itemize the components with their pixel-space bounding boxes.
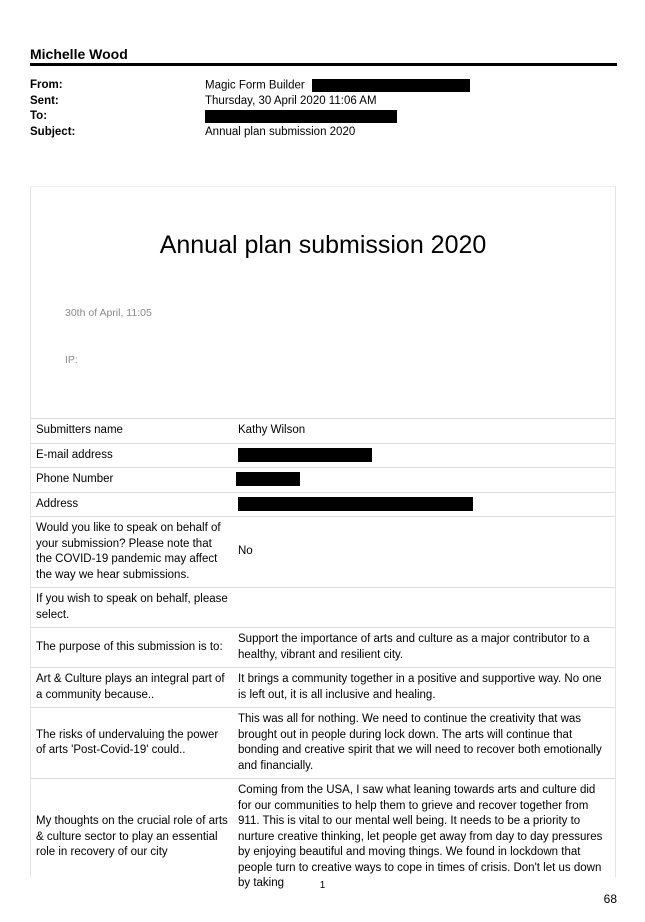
subject-row (30, 126, 617, 142)
answer-cell: Coming from the USA, I saw what leaning towards arts and culture did for our communities to help them to grieve and recover together from 911. This is vital to our mental well being. It needs to be a priority to nurture creative thinking, let people get away from day to day pressures by enjoying beautiful and moving things. We found in lockdown that people turn to creative ways to cope in times of crisis. Don't let us down by taking (233, 779, 615, 896)
table-row (31, 419, 615, 444)
answer-cell (233, 588, 615, 628)
sent-label: Sent: (30, 94, 59, 107)
page-number: 1 (319, 880, 326, 891)
email-header (30, 79, 617, 141)
to-row (30, 110, 617, 126)
form-title: Annual plan submission 2020 (159, 231, 487, 259)
question-cell: The risks of undervaluing the power of arts 'Post-Covid-19' could.. (31, 708, 233, 779)
question-cell: Submitters name (31, 419, 233, 444)
ip-label: IP: (65, 354, 78, 366)
header-rule (30, 63, 617, 66)
table-row (31, 779, 615, 896)
from-label: From: (30, 79, 63, 91)
sent-row (30, 95, 617, 111)
subject-value: Annual plan submission 2020 (205, 125, 356, 138)
answer-cell: No (233, 517, 615, 588)
sent-value: Thursday, 30 April 2020 11:06 AM (205, 94, 377, 107)
table-row (31, 492, 615, 517)
answer-cell: Support the importance of arts and culture as a major contributor to a healthy, vibrant and resilient city. (233, 628, 615, 668)
question-cell: E-mail address (31, 443, 233, 468)
question-cell: The purpose of this submission is to: (31, 628, 233, 668)
question-cell: Address (31, 492, 233, 517)
redaction-bar (238, 448, 372, 462)
answer-cell: It brings a community together in a positive and supportive way. No one is left out, it is all inclusive and healing. (233, 668, 615, 708)
answer-cell (233, 468, 615, 493)
question-cell: Phone Number (31, 468, 233, 493)
from-row (30, 79, 617, 95)
question-cell: Art & Culture plays an integral part of a community because.. (31, 668, 233, 708)
to-value (205, 110, 397, 123)
table-row (31, 628, 615, 668)
table-row (31, 468, 615, 493)
to-label: To: (30, 110, 48, 122)
submission-date: 30th of April, 11:05 (65, 307, 152, 319)
table-row (31, 443, 615, 468)
redaction-bar (238, 497, 473, 511)
answer-cell (233, 443, 615, 468)
table-row (31, 588, 615, 628)
subject-label: Subject: (30, 125, 76, 138)
from-value (205, 79, 470, 92)
document-number: 68 (603, 892, 617, 906)
redaction-bar (312, 79, 470, 92)
table-row (31, 668, 615, 708)
table-row (31, 708, 615, 779)
question-cell: My thoughts on the crucial role of arts & culture sector to play an essential role in recovery of our city (31, 779, 233, 896)
redaction-bar (236, 472, 300, 486)
answer-cell: Kathy Wilson (233, 419, 615, 444)
form-submission (30, 186, 616, 890)
question-cell: Would you like to speak on behalf of your submission? Please note that the COVID-19 pandemic may affect the way we hear submissions. (31, 517, 233, 588)
from-text: Magic Form Builder (205, 79, 305, 92)
sender-name: Michelle Wood (30, 46, 128, 62)
answer-cell (233, 492, 615, 517)
submission-table (31, 418, 615, 896)
redaction-bar (205, 110, 397, 123)
table-row (31, 517, 615, 588)
answer-cell: This was all for nothing. We need to continue the creativity that was brought out in people during lock down. The arts will continue that bonding and creative spirit that we will need to recover both emotionally and financially. (233, 708, 615, 779)
question-cell: If you wish to speak on behalf, please select. (31, 588, 233, 628)
